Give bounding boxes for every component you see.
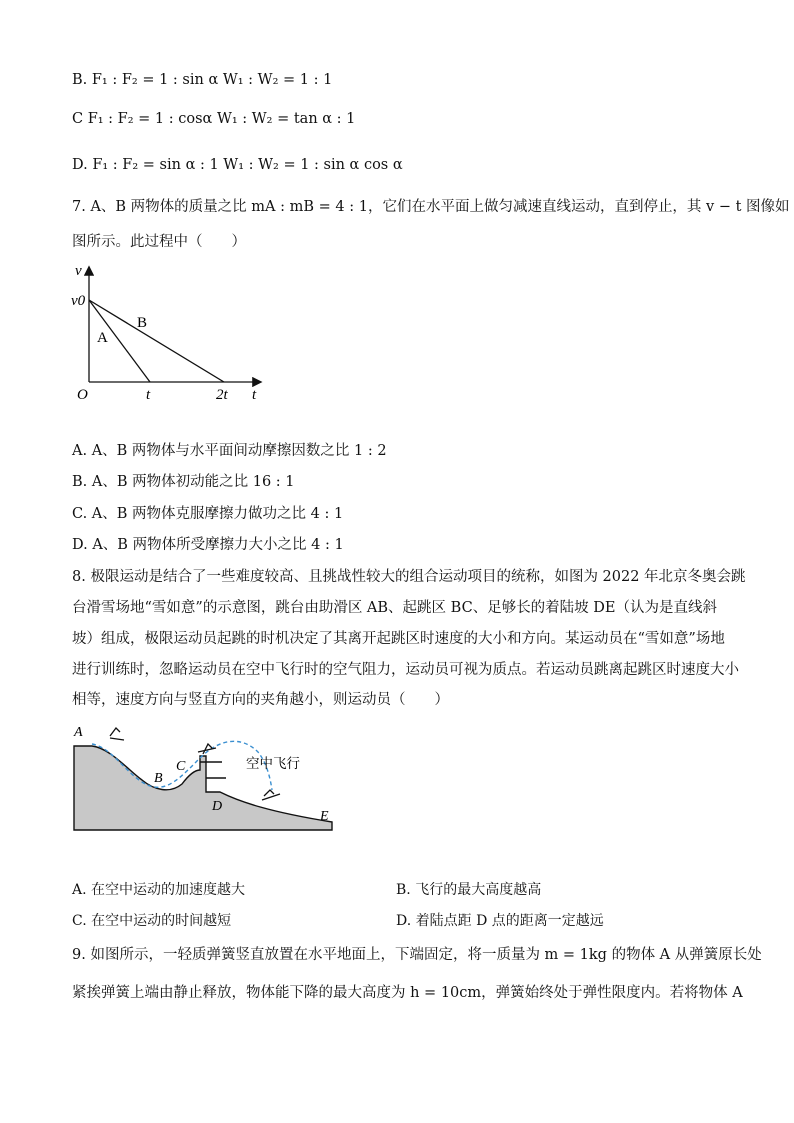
- q8-label-b: B: [154, 771, 163, 786]
- q7-option-c: C. A、B 两物体克服摩擦力做功之比 4 : 1: [72, 506, 344, 522]
- q7-tick-t: t: [146, 387, 151, 403]
- q7-label-a: A: [97, 330, 108, 346]
- q8-stem-line-1: 8. 极限运动是结合了一些难度较高、且挑战性较大的组合运动项目的统称，如图为 2022 年北京冬奥会跳: [72, 569, 746, 585]
- q8-label-a: A: [74, 725, 83, 740]
- q7-label-b: B: [137, 315, 148, 331]
- q7-v0-label: v0: [71, 293, 86, 309]
- q7-tick-2t: 2t: [216, 387, 228, 403]
- q7-origin-label: O: [77, 387, 88, 403]
- q8-option-c: C. 在空中运动的时间越短: [72, 913, 232, 929]
- q8-stem-line-2: 台滑雪场地“雪如意”的示意图，跳台由助滑区 AB、起跳区 BC、足够长的着陆坡 DE（认为是直线斜: [72, 600, 718, 616]
- q7-axis-v-label: v: [75, 263, 82, 279]
- q8-stem-line-4: 进行训练时，忽略运动员在空中飞行时的空气阻力，运动员可视为质点。若运动员跳离起跳区时速度大小: [72, 662, 739, 678]
- q8-ski-jump-figure: [70, 718, 340, 836]
- q7-stem-line-1: 7. A、B 两物体的质量之比 mA : mB = 4 : 1，它们在水平面上做匀减速直线运动，直到停止，其 v − t 图像如: [72, 199, 790, 215]
- q7-stem-line-2: 图所示。此过程中（ ）: [72, 234, 246, 250]
- q9-stem-line-2: 紧挨弹簧上端由静止释放，物体能下降的最大高度为 h = 10cm，弹簧始终处于弹性限度内。若将物体 A: [72, 985, 743, 1001]
- q8-label-e: E: [320, 809, 329, 824]
- q6-option-d: D. F₁ : F₂ = sin α : 1 W₁ : W₂ = 1 : sin α cos α: [72, 157, 403, 173]
- q7-line-b: [89, 300, 224, 382]
- q8-option-b: B. 飞行的最大高度越高: [396, 882, 542, 898]
- q6-option-b: B. F₁ : F₂ = 1 : sin α W₁ : W₂ = 1 : 1: [72, 72, 333, 88]
- q8-stem-line-5: 相等，速度方向与竖直方向的夹角越小，则运动员（ ）: [72, 692, 449, 708]
- q6-option-c: C F₁ : F₂ = 1 : cosα W₁ : W₂ = tan α : 1: [72, 111, 356, 127]
- q7-option-b: B. A、B 两物体初动能之比 16 : 1: [72, 474, 295, 490]
- q8-label-d: D: [212, 799, 223, 814]
- q8-flight-label: 空中飞行: [246, 756, 300, 772]
- q7-axis-t-label: t: [252, 387, 257, 403]
- q8-stem-line-3: 坡）组成，极限运动员起跳的时机决定了其离开起跳区时速度的大小和方向。某运动员在“雪如意”场地: [72, 631, 725, 647]
- q7-option-a: A. A、B 两物体与水平面间动摩擦因数之比 1 : 2: [72, 443, 387, 459]
- q8-skier-landing-icon: [262, 790, 280, 800]
- q7-option-d: D. A、B 两物体所受摩擦力大小之比 4 : 1: [72, 537, 344, 553]
- q7-vt-graph: [68, 258, 268, 406]
- q8-option-a: A. 在空中运动的加速度越大: [72, 882, 246, 898]
- q8-option-d: D. 着陆点距 D 点的距离一定越远: [396, 913, 604, 929]
- q8-skier-start-icon: [110, 728, 124, 740]
- q9-stem-line-1: 9. 如图所示，一轻质弹簧竖直放置在水平地面上，下端固定，将一质量为 m = 1kg 的物体 A 从弹簧原长处: [72, 947, 762, 963]
- q8-label-c: C: [176, 759, 186, 774]
